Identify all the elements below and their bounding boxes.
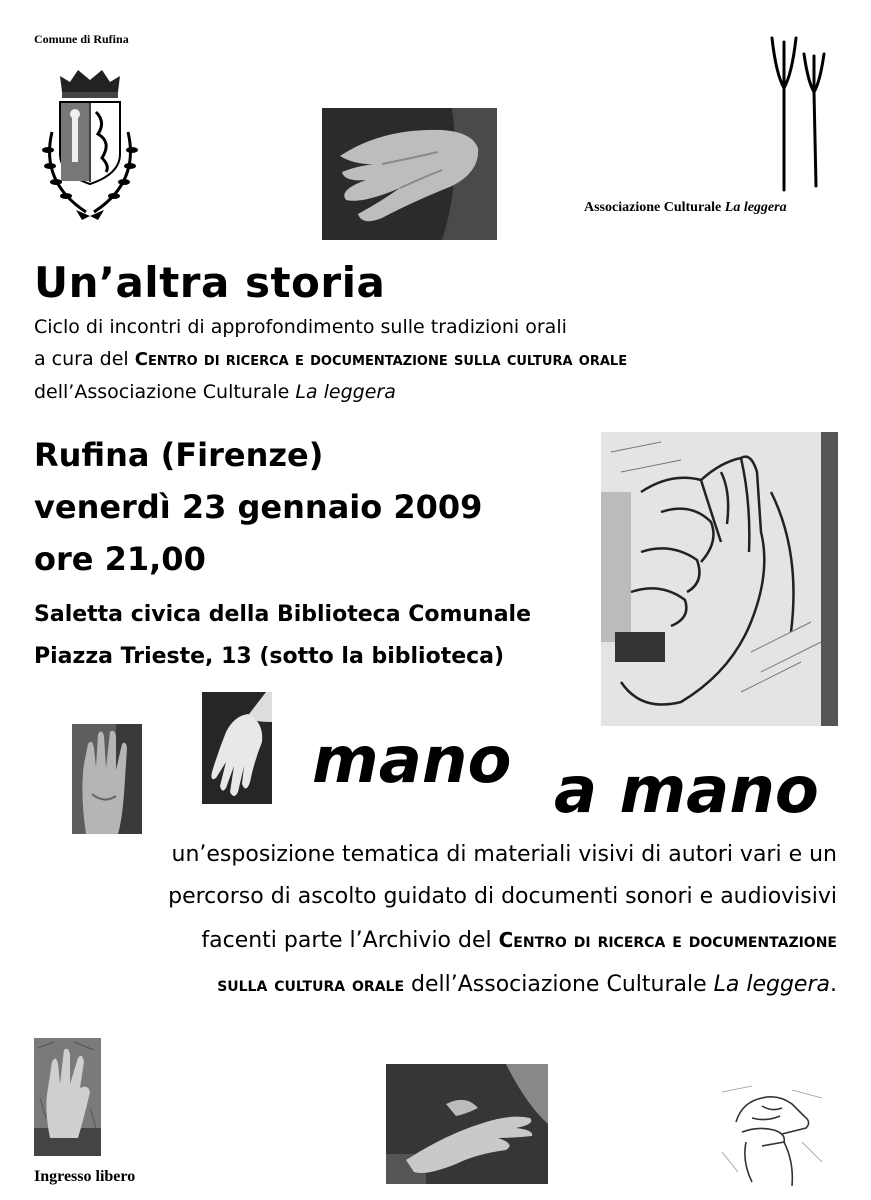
association-name: La leggera (724, 200, 787, 215)
intro-line-3 (34, 381, 396, 403)
event-venue: Saletta civica della Biblioteca Comunale (34, 602, 532, 627)
intro-line-2-prefix: a cura del (34, 348, 129, 370)
coat-of-arms-icon (36, 62, 144, 222)
exhibit-title-word-2: a mano (554, 754, 819, 828)
exhibit-desc-line-3 (201, 928, 837, 953)
event-address: Piazza Trieste, 13 (sotto la biblioteca) (34, 644, 505, 669)
municipality-label: Comune di Rufina (34, 32, 129, 46)
hand-photo-bottom-center (386, 1064, 548, 1184)
desc-line-3-prefix: facenti parte l’Archivio del (201, 928, 492, 953)
exhibit-desc-line-1: un’esposizione tematica di materiali visivi di autori vari e un (171, 842, 837, 867)
exhibit-desc-line-2: percorso di ascolto guidato di documenti sonori e audiovisivi (168, 884, 837, 909)
research-center-name: Centro di ricerca e documentazione sulla cultura orale (134, 349, 628, 370)
exhibit-title-word-1: mano (312, 724, 512, 798)
desc-line-4-mid: dell’Associazione Culturale (411, 972, 707, 997)
page-title: Un’altra storia (34, 258, 386, 307)
event-time: ore 21,00 (34, 540, 206, 578)
hand-photo-top (322, 108, 497, 240)
intro-line-1: Ciclo di incontri di approfondimento sulle tradizioni orali (34, 316, 567, 338)
hand-photo-palm-1 (72, 724, 142, 834)
pitchfork-logo-icon (762, 34, 832, 192)
hand-photo-palm-2 (202, 692, 272, 804)
intro-line-2 (34, 348, 627, 370)
desc-research-center: Centro di ricerca e documentazione (498, 928, 837, 952)
exhibit-desc-line-4 (217, 972, 837, 997)
event-date: venerdì 23 gennaio 2009 (34, 488, 483, 526)
intro-line-3-prefix: dell’Associazione Culturale (34, 381, 290, 403)
desc-oral-culture: sulla cultura orale (217, 972, 405, 996)
desc-association-name: La leggera (713, 972, 830, 997)
event-place: Rufina (Firenze) (34, 436, 324, 474)
free-entry-label: Ingresso libero (34, 1168, 136, 1185)
hand-photo-bottom-left (34, 1038, 101, 1156)
association-label (584, 200, 787, 216)
hand-sketch-right (601, 432, 838, 726)
hand-sketch-bottom-right (722, 1082, 826, 1186)
desc-line-4-end: . (830, 972, 837, 997)
association-prefix: Associazione Culturale (584, 200, 722, 215)
intro-association-name: La leggera (295, 381, 396, 403)
